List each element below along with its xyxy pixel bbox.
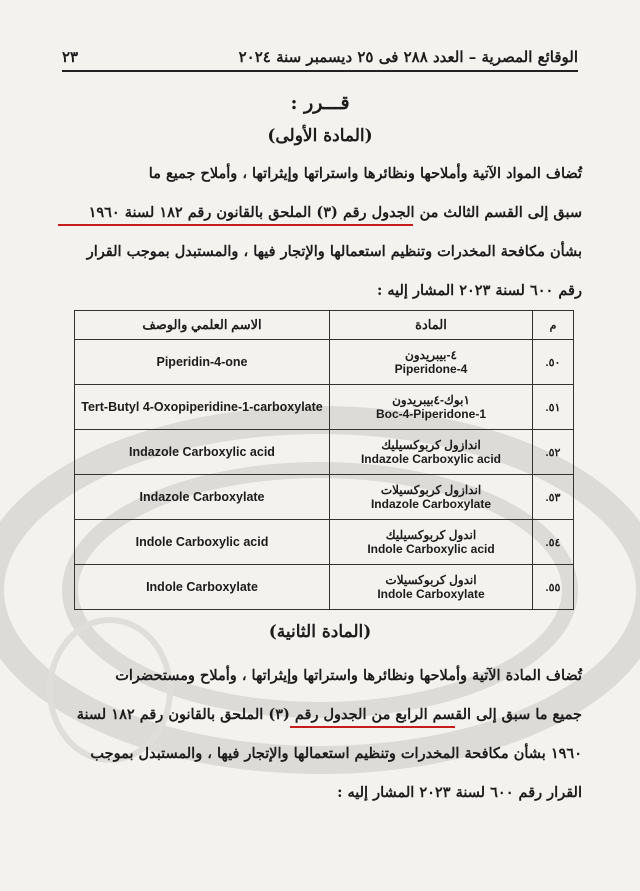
substance-cell (330, 520, 533, 565)
scientific-name: Indole Carboxylic acid (75, 520, 330, 565)
substance-arabic: ٤-بيبريدون (405, 348, 457, 362)
scientific-name: Indole Carboxylate (75, 565, 330, 610)
row-number: ٥٣. (533, 475, 574, 520)
article-2-line: تُضاف المادة الآتية وأملاحها ونظائرها واستراتها وإيثراتها ، وأملاح ومستحضرات (115, 667, 582, 684)
table-header-row (75, 311, 574, 340)
header-number: م (533, 311, 574, 340)
article-2-line: جميع ما سبق إلى القسم الرابع من الجدول رقم (٣) الملحق بالقانون رقم ١٨٢ لسنة (58, 695, 582, 734)
row-number: ٥٤. (533, 520, 574, 565)
article-1-line: سبق إلى القسم الثالث من الجدول رقم (٣) الملحق بالقانون رقم ١٨٢ لسنة ١٩٦٠ (58, 193, 582, 232)
table-row (75, 565, 574, 610)
article-2-line: ١٩٦٠ بشأن مكافحة المخدرات وتنظيم استعمالها والإتجار فيها ، والمستبدل بموجب (90, 745, 582, 762)
table-row (75, 340, 574, 385)
header-issue-info: الوقائع المصرية – العدد ٢٨٨ فى ٢٥ ديسمبر سنة ٢٠٢٤ (238, 48, 578, 66)
table-row (75, 385, 574, 430)
substance-cell (330, 475, 533, 520)
substance-english: 1-Boc-4-Piperidone (375, 407, 487, 421)
substance-english: Indole Carboxylic acid (367, 542, 495, 556)
gazette-header (62, 38, 578, 72)
article-2-line: القرار رقم ٦٠٠ لسنة ٢٠٢٣ المشار إليه : (337, 784, 582, 801)
row-number: ٥١. (533, 385, 574, 430)
table-row (75, 475, 574, 520)
page-number: ٢٣ (62, 48, 79, 66)
scientific-name: Piperidin-4-one (75, 340, 330, 385)
row-number: ٥٠. (533, 340, 574, 385)
substance-english: Indazole Carboxylic acid (360, 452, 502, 466)
scientific-name: Indazole Carboxylate (75, 475, 330, 520)
row-number: ٥٢. (533, 430, 574, 475)
substances-table (74, 310, 574, 610)
article-1-line: بشأن مكافحة المخدرات وتنظيم استعمالها والإتجار فيها ، والمستبدل بموجب القرار (86, 243, 582, 260)
decision-title: قـــرر : (290, 92, 350, 114)
article-1-title: (المادة الأولى) (267, 126, 373, 146)
table-row (75, 520, 574, 565)
article-2-text (58, 656, 582, 812)
substance-cell (330, 340, 533, 385)
substance-arabic: اندازول كربوكسيلات (380, 483, 482, 497)
row-number: ٥٥. (533, 565, 574, 610)
substance-cell (330, 385, 533, 430)
substance-english: Indole Carboxylate (377, 587, 485, 601)
scientific-name: Tert-Butyl 4-Oxopiperidine-1-carboxylate (75, 385, 330, 430)
article-1-line: تُضاف المواد الآتية وأملاحها ونظائرها واستراتها وإيثراتها ، وأملاح جميع ما (148, 165, 582, 182)
substance-arabic: ١بوك-٤بيبريدون (392, 393, 470, 407)
header-substance: المادة (330, 311, 533, 340)
substance-english: Indazole Carboxylate (370, 497, 492, 511)
substance-arabic: اندول كربوكسيلات (385, 573, 477, 587)
substance-arabic: اندول كربوكسيليك (385, 528, 477, 542)
article-2-title: (المادة الثانية) (268, 622, 372, 642)
table-row (75, 430, 574, 475)
substance-english: 4-Piperidone (394, 362, 468, 376)
scientific-name: Indazole Carboxylic acid (75, 430, 330, 475)
substance-cell (330, 565, 533, 610)
article-1-text (58, 154, 582, 310)
article-1-line: رقم ٦٠٠ لسنة ٢٠٢٣ المشار إليه : (376, 282, 582, 299)
header-scientific-name: الاسم العلمي والوصف (75, 311, 330, 340)
substance-arabic: اندازول كربوكسيليك (381, 438, 481, 452)
substance-cell (330, 430, 533, 475)
